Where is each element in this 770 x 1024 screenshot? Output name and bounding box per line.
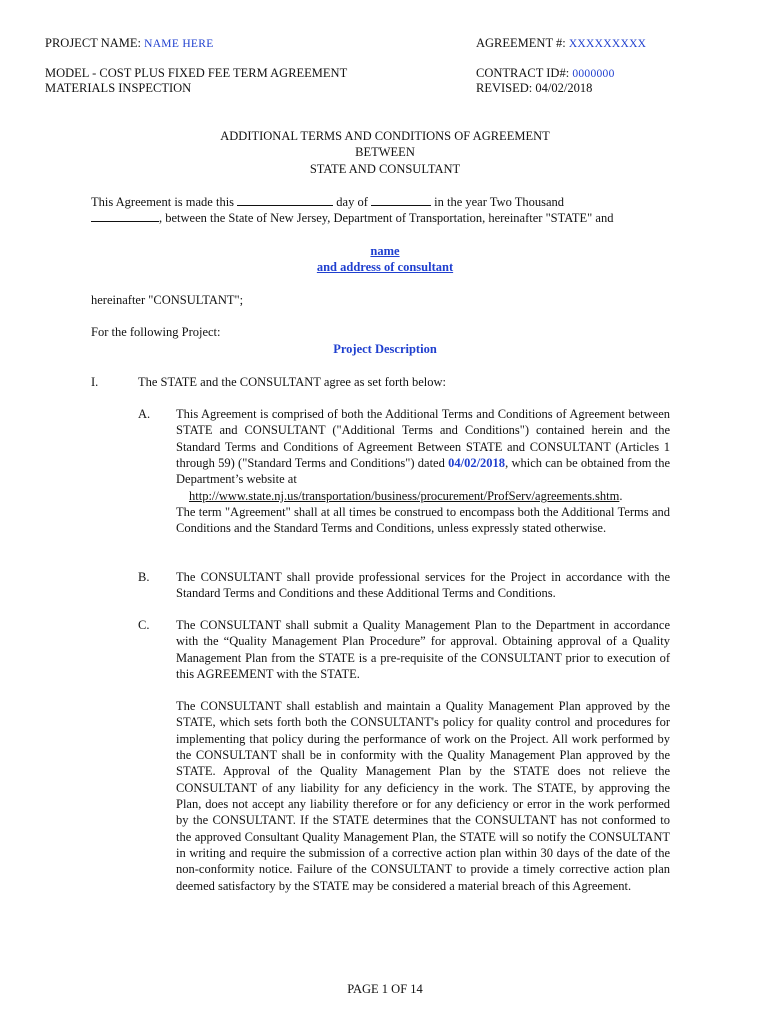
intro-text-d: , between the State of New Jersey, Department of Transportation, hereinafter "STATE" and — [159, 211, 614, 225]
project-name-label: PROJECT NAME: — [45, 36, 141, 50]
consultant-name-field[interactable]: name — [370, 244, 400, 258]
project-name-field[interactable]: NAME HERE — [144, 38, 214, 50]
item-a-letter: A. — [138, 407, 151, 421]
contract-id-field[interactable]: 0000000 — [572, 68, 615, 80]
revised-date: 04/02/2018 — [535, 81, 593, 95]
item-c-letter: C. — [138, 618, 150, 632]
day-blank[interactable] — [237, 194, 333, 206]
item-a-text-after: , which can be obtained from the Department’s website at — [176, 456, 670, 487]
intro-text-b: day of — [336, 195, 368, 209]
intro-line2 — [91, 210, 613, 226]
consultant-address-field[interactable]: and address of consultant — [316, 260, 454, 274]
url-period: . — [619, 489, 623, 503]
intro-line1 — [91, 194, 564, 210]
title-line2: BETWEEN — [355, 145, 415, 159]
item-a-final-text: The term "Agreement" shall at all times be construed to encompass both the Additional Terms and Conditions and the Standard Terms and Conditions, unless expressly stated otherwise. — [176, 505, 670, 536]
model-title-line1: MODEL - COST PLUS FIXED FEE TERM AGREEMENT — [45, 66, 348, 80]
month-blank[interactable] — [371, 194, 431, 206]
project-description-field[interactable]: Project Description — [333, 342, 437, 356]
revised-label: REVISED: — [476, 81, 533, 95]
section-numeral-I: I. — [91, 375, 99, 389]
project-name-line — [45, 35, 214, 52]
revised-date-line — [476, 80, 592, 96]
agreements-link[interactable]: http://www.state.nj.us/transportation/business/procurement/ProfServ/agreements.shtm — [189, 489, 620, 503]
item-a-text: This Agreement is comprised of both the Additional Terms and Conditions of Agreement between STATE and CONSULTANT ("Additional Terms and Conditions") contained herein and the Standard Terms and Conditions of Agreement Between STATE and CONSULTANT (Articles 1 through 59) ("Standard Terms and Conditions") dated — [176, 407, 670, 471]
item-b-letter: B. — [138, 570, 150, 584]
item-a-paragraph — [176, 406, 670, 488]
contract-id-label: CONTRACT ID#: — [476, 66, 570, 80]
agreement-number-field[interactable]: XXXXXXXXX — [568, 38, 647, 50]
agreement-number-label: AGREEMENT #: — [476, 36, 566, 50]
item-b-text: The CONSULTANT shall provide professional services for the Project in accordance with the Standard Terms and Conditions and these Additional Terms and Conditions. — [176, 570, 670, 601]
title-line3: STATE AND CONSULTANT — [309, 162, 461, 176]
year-blank[interactable] — [91, 210, 159, 222]
page-number: PAGE 1 OF 14 — [347, 982, 423, 996]
hereinafter-text: hereinafter "CONSULTANT"; — [91, 293, 244, 307]
title-line1: ADDITIONAL TERMS AND CONDITIONS OF AGREEMENT — [220, 129, 550, 143]
agreement-number-line — [476, 35, 646, 52]
model-title-line2: MATERIALS INSPECTION — [45, 81, 192, 95]
item-a-url-line — [189, 488, 623, 504]
intro-text-c: in the year Two Thousand — [434, 195, 565, 209]
item-c-text2: The CONSULTANT shall establish and maintain a Quality Management Plan approved by the STATE, which sets forth both the CONSULTANT's policy for quality control and procedures for implementing that policy during the performance of work on the Project. All work performed by the CONSULTANT shall be in conformity with the Quality Management Plan approved by the STATE. Approval of the Quality Management Plan by the STATE does not relieve the CONSULTANT of any liability for any deficiency in the work. The STATE, by approving the Plan, does not accept any liability therefore or for any deficiency or error in the work performed by the CONSULTANT. If the STATE determines that the CONSULTANT has not conformed to the approved Consultant Quality Management Plan, the STATE will so notify the CONSULTANT in writing and require the submission of a corrective action plan within 30 days of the date of the non-conformity notice. Failure of the CONSULTANT to provide a timely corrective action plan deemed satisfactory by the STATE may be considered a material breach of this Agreement. — [176, 699, 670, 893]
section-I-text: The STATE and the CONSULTANT agree as set forth below: — [138, 375, 447, 389]
standard-terms-date: 04/02/2018 — [448, 456, 506, 471]
item-c-text: The CONSULTANT shall submit a Quality Management Plan to the Department in accordance with the “Quality Management Plan Procedure” for approval. Obtaining approval of a Quality Management Plan from the STATE is a pre-requisite of the CONSULTANT prior to execution of this AGREEMENT with the STATE. — [176, 618, 670, 682]
following-project-text: For the following Project: — [91, 325, 221, 339]
intro-text-a: This Agreement is made this — [91, 195, 235, 209]
